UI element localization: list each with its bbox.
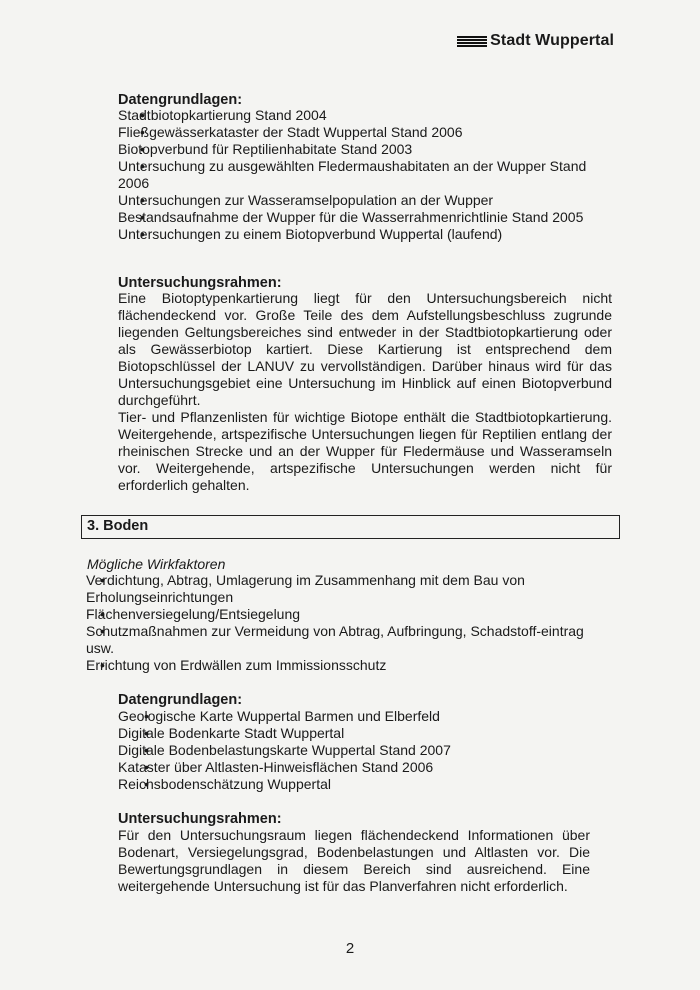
list-item: • Untersuchungen zu einem Biotopverbund Wuppertal (laufend) [118, 226, 610, 243]
wirkfaktoren-heading: Mögliche Wirkfaktoren [87, 556, 226, 572]
list-item: • Digitale Bodenbelastungskarte Wuppertal Stand 2007 [118, 742, 598, 759]
untersuchungsrahmen-heading-1: Untersuchungsrahmen: [118, 275, 282, 291]
paragraph: Eine Biotoptypenkartierung liegt für den Untersuchungsbereich nicht flächendeckend vor. Große Teile des dem Aufstellungsbeschluss zugrunde liegenden Geltungsbereiches sind entweder in der Stadtbiotopkartierung oder als Gewässerbiotop kartiert. Diese Kartierung ist entsprechend dem Biotopschlüssel der LANUV zu vervollständigen. Darüber hinaus wird für das Untersuchungsgebiet eine Untersuchung im Hinblick auf einen Biotopverbund durchgeführt. [118, 290, 612, 408]
untersuchungsrahmen-heading-2: Untersuchungsrahmen: [118, 811, 282, 827]
paragraph: Tier- und Pflanzenlisten für wichtige Biotope enthält die Stadtbiotopkartierung. Weitergehende, artspezifische Untersuchungen liegen für Reptilien entlang der rheinischen Strecke und an der Wupper für Fledermäuse und Wasseramseln vor. Weitergehende, artspezifische Untersuchungen werden nicht für erforderlich gehalten. [118, 409, 612, 493]
logo-text: Stadt Wuppertal [490, 32, 614, 49]
wirkfaktoren-list [86, 572, 592, 674]
list-item: • Untersuchungen zur Wasseramselpopulation an der Wupper [118, 192, 610, 209]
list-item: • Errichtung von Erdwällen zum Immissionsschutz [86, 657, 592, 674]
list-item: • Digitale Bodenkarte Stadt Wuppertal [118, 725, 598, 742]
page-number: 2 [345, 940, 355, 957]
list-item: • Biotopverbund für Reptilienhabitate Stand 2003 [118, 141, 610, 158]
list-item: • Reichsbodenschätzung Wuppertal [118, 776, 598, 793]
list-item: • Untersuchung zu ausgewählten Fledermaushabitaten an der Wupper Stand 2006 [118, 158, 610, 192]
list-item: • Schutzmaßnahmen zur Vermeidung von Abtrag, Aufbringung, Schadstoff-eintrag usw. [86, 623, 592, 657]
list-item: • Stadtbiotopkartierung Stand 2004 [118, 107, 610, 124]
datengrundlagen-list-1 [118, 107, 610, 243]
list-item: • Geologische Karte Wuppertal Barmen und Elberfeld [118, 708, 598, 725]
list-item: • Flächenversiegelung/Entsiegelung [86, 606, 592, 623]
section-title: 3. Boden [87, 518, 149, 534]
datengrundlagen-list-2 [118, 708, 598, 793]
list-item: • Kataster über Altlasten-Hinweisflächen Stand 2006 [118, 759, 598, 776]
datengrundlagen-heading-1: Datengrundlagen: [118, 92, 243, 108]
list-item: • Bestandsaufnahme der Wupper für die Wasserrahmenrichtlinie Stand 2005 [118, 209, 610, 226]
untersuchungsrahmen-text-2: Für den Untersuchungsraum liegen flächendeckend Informationen über Bodenart, Versiegelungsgrad, Bodenbelastungen und Altlasten vor. Die Bewertungsgrundlagen in diesem Bereich sind ausreichend. Eine weitergehende Untersuchung ist für das Planverfahren nicht erforderlich. [118, 827, 590, 894]
section-heading-boden [81, 515, 620, 539]
datengrundlagen-heading-2: Datengrundlagen: [118, 692, 243, 708]
list-item: • Verdichtung, Abtrag, Umlagerung im Zusammenhang mit dem Bau von Erholungseinrichtungen [86, 572, 592, 606]
untersuchungsrahmen-text-1 [118, 290, 612, 494]
list-item: • Fließgewässerkataster der Stadt Wuppertal Stand 2006 [118, 124, 610, 141]
wuppertal-logo-icon [457, 36, 487, 47]
stadt-wuppertal-logo [457, 32, 614, 50]
